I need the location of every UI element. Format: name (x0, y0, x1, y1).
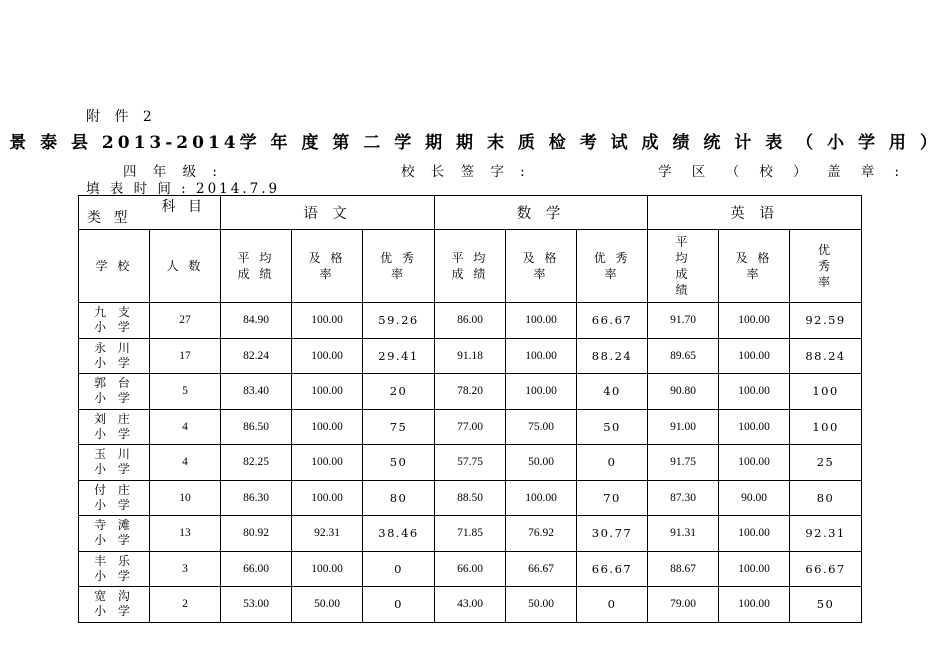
header-line: 及 格 (308, 251, 346, 265)
cell-math-excellent: 66.67 (577, 551, 648, 587)
cell-english-excellent: 25 (790, 445, 862, 481)
cell-chinese-pass: 50.00 (292, 587, 363, 623)
table-row (79, 587, 862, 623)
column-header-math-pass (506, 230, 577, 303)
cell-english-excellent: 92.59 (790, 303, 862, 339)
cell-english-excellent: 92.31 (790, 516, 862, 552)
cell-math-avg: 78.20 (435, 374, 506, 410)
header-line: 率 (391, 267, 407, 281)
cell-english-pass: 100.00 (719, 409, 790, 445)
cell-chinese-excellent: 50 (363, 445, 435, 481)
cell-chinese-avg: 83.40 (221, 374, 292, 410)
cell-chinese-pass: 100.00 (292, 551, 363, 587)
school-name-line: 小 学 (94, 497, 134, 512)
school-name-line: 宽 沟 (94, 589, 134, 604)
cell-chinese-excellent: 80 (363, 480, 435, 516)
corner-subject-label: 科 目 (161, 199, 206, 215)
column-header-english-avg (648, 230, 719, 303)
header-line: 绩 (675, 283, 691, 297)
cell-english-excellent: 80 (790, 480, 862, 516)
header-line: 率 (604, 267, 620, 281)
column-header-chinese-pass (292, 230, 363, 303)
cell-math-avg: 77.00 (435, 409, 506, 445)
header-line: 及 格 (522, 251, 560, 265)
cell-math-avg: 91.18 (435, 338, 506, 374)
header-line: 优 秀 (593, 251, 631, 265)
cell-count: 13 (150, 516, 221, 552)
table-row (79, 480, 862, 516)
header-line: 优 (818, 243, 834, 257)
school-name-line: 小 学 (94, 533, 134, 548)
cell-math-excellent: 0 (577, 445, 648, 481)
school-name-line: 小 学 (94, 462, 134, 477)
cell-english-pass: 90.00 (719, 480, 790, 516)
subject-header-math: 数 学 (435, 196, 648, 230)
principal-sign-label: 校 长 签 字 : (401, 164, 531, 180)
column-header-count: 人 数 (150, 230, 221, 303)
cell-math-pass: 76.92 (506, 516, 577, 552)
cell-chinese-excellent: 29.41 (363, 338, 435, 374)
school-name-line: 小 学 (94, 320, 134, 335)
school-name-line: 付 庄 (94, 482, 134, 497)
corner-header-cell (79, 196, 221, 230)
cell-math-pass: 100.00 (506, 338, 577, 374)
cell-math-pass: 50.00 (506, 587, 577, 623)
cell-english-avg: 90.80 (648, 374, 719, 410)
cell-chinese-excellent: 59.26 (363, 303, 435, 339)
cell-chinese-excellent: 38.46 (363, 516, 435, 552)
cell-count: 3 (150, 551, 221, 587)
school-name-line: 刘 庄 (94, 411, 134, 426)
cell-chinese-avg: 82.24 (221, 338, 292, 374)
subject-header-english: 英 语 (648, 196, 862, 230)
cell-english-pass: 100.00 (719, 551, 790, 587)
cell-school (79, 480, 150, 516)
fill-time-label: 填 表 时 间 : 2014.7.9 (86, 181, 281, 197)
table-row (79, 409, 862, 445)
cell-math-avg: 57.75 (435, 445, 506, 481)
cell-math-pass: 75.00 (506, 409, 577, 445)
table-row (79, 303, 862, 339)
cell-math-pass: 50.00 (506, 445, 577, 481)
table-row (79, 516, 862, 552)
cell-english-avg: 91.70 (648, 303, 719, 339)
cell-math-excellent: 40 (577, 374, 648, 410)
annex-label: 附 件 2 (86, 109, 157, 125)
column-header-math-excellent (577, 230, 648, 303)
cell-chinese-excellent: 0 (363, 587, 435, 623)
cell-count: 5 (150, 374, 221, 410)
cell-math-avg: 66.00 (435, 551, 506, 587)
cell-english-avg: 79.00 (648, 587, 719, 623)
header-line: 优 秀 (380, 251, 417, 265)
subject-header-chinese: 语 文 (221, 196, 435, 230)
table-row (79, 445, 862, 481)
cell-math-pass: 66.67 (506, 551, 577, 587)
cell-english-pass: 100.00 (719, 303, 790, 339)
school-name-line: 玉 川 (94, 447, 134, 462)
school-name-line: 九 支 (94, 305, 134, 320)
school-name-line: 小 学 (94, 426, 134, 441)
header-line: 率 (319, 267, 335, 281)
header-line: 平 (675, 235, 691, 249)
header-line: 平 均 (451, 251, 489, 265)
cell-chinese-avg: 53.00 (221, 587, 292, 623)
cell-english-excellent: 50 (790, 587, 862, 623)
cell-math-avg: 43.00 (435, 587, 506, 623)
document-title: 景 泰 县 2013-2014学 年 度 第 二 学 期 期 末 质 检 考 试 成 绩 统 计 表 （ 小 学 用 ） (9, 133, 941, 153)
school-name-line: 丰 乐 (94, 553, 134, 568)
header-line: 率 (533, 267, 549, 281)
header-line: 秀 (818, 259, 834, 273)
cell-chinese-avg: 84.90 (221, 303, 292, 339)
school-name-line: 寺 滩 (94, 518, 134, 533)
header-line: 率 (746, 267, 762, 281)
column-header-english-pass (719, 230, 790, 303)
cell-chinese-avg: 80.92 (221, 516, 292, 552)
cell-chinese-avg: 86.30 (221, 480, 292, 516)
school-name-line: 小 学 (94, 355, 134, 370)
cell-english-avg: 88.67 (648, 551, 719, 587)
cell-math-avg: 88.50 (435, 480, 506, 516)
table-row (79, 374, 862, 410)
header-line: 成 绩 (237, 267, 275, 281)
column-header-chinese-avg (221, 230, 292, 303)
cell-math-excellent: 88.24 (577, 338, 648, 374)
cell-english-avg: 89.65 (648, 338, 719, 374)
cell-count: 2 (150, 587, 221, 623)
header-line: 成 (675, 267, 691, 281)
cell-english-pass: 100.00 (719, 587, 790, 623)
cell-english-pass: 100.00 (719, 338, 790, 374)
school-name-line: 小 学 (94, 568, 134, 583)
school-name-line: 小 学 (94, 604, 134, 619)
cell-english-excellent: 66.67 (790, 551, 862, 587)
table-row (79, 551, 862, 587)
score-statistics-table (78, 195, 862, 623)
header-line: 成 绩 (451, 267, 489, 281)
cell-school (79, 303, 150, 339)
column-header-school: 学 校 (79, 230, 150, 303)
cell-chinese-excellent: 75 (363, 409, 435, 445)
cell-chinese-avg: 86.50 (221, 409, 292, 445)
district-stamp-label: 学 区 （ 校 ） 盖 章 : (658, 164, 908, 180)
cell-chinese-excellent: 0 (363, 551, 435, 587)
school-name-line: 小 学 (94, 391, 134, 406)
cell-english-excellent: 88.24 (790, 338, 862, 374)
cell-count: 4 (150, 445, 221, 481)
cell-math-pass: 100.00 (506, 480, 577, 516)
cell-count: 10 (150, 480, 221, 516)
cell-english-pass: 100.00 (719, 374, 790, 410)
cell-chinese-pass: 100.00 (292, 409, 363, 445)
cell-english-pass: 100.00 (719, 516, 790, 552)
cell-math-avg: 86.00 (435, 303, 506, 339)
cell-chinese-pass: 100.00 (292, 338, 363, 374)
corner-type-label: 类 型 (87, 210, 132, 226)
cell-chinese-avg: 66.00 (221, 551, 292, 587)
cell-chinese-excellent: 20 (363, 374, 435, 410)
cell-school (79, 409, 150, 445)
header-line: 均 (675, 251, 691, 265)
column-header-chinese-excellent (363, 230, 435, 303)
column-header-english-excellent (790, 230, 862, 303)
cell-math-pass: 100.00 (506, 303, 577, 339)
school-name-line: 郭 台 (94, 376, 134, 391)
cell-math-excellent: 70 (577, 480, 648, 516)
cell-english-avg: 87.30 (648, 480, 719, 516)
cell-math-excellent: 0 (577, 587, 648, 623)
cell-school (79, 587, 150, 623)
cell-count: 4 (150, 409, 221, 445)
grade-label: 四 年 级 : (123, 164, 223, 180)
cell-school (79, 374, 150, 410)
cell-english-pass: 100.00 (719, 445, 790, 481)
cell-math-excellent: 50 (577, 409, 648, 445)
table-row (79, 338, 862, 374)
cell-chinese-pass: 100.00 (292, 303, 363, 339)
cell-chinese-pass: 100.00 (292, 480, 363, 516)
header-line: 率 (818, 275, 834, 289)
header-line: 及 格 (735, 251, 773, 265)
school-name-line: 永 川 (94, 340, 134, 355)
cell-math-excellent: 66.67 (577, 303, 648, 339)
cell-chinese-pass: 100.00 (292, 374, 363, 410)
cell-count: 17 (150, 338, 221, 374)
cell-school (79, 516, 150, 552)
cell-english-avg: 91.75 (648, 445, 719, 481)
cell-math-avg: 71.85 (435, 516, 506, 552)
cell-chinese-pass: 92.31 (292, 516, 363, 552)
cell-english-avg: 91.00 (648, 409, 719, 445)
cell-chinese-avg: 82.25 (221, 445, 292, 481)
cell-school (79, 445, 150, 481)
cell-school (79, 551, 150, 587)
header-line: 平 均 (237, 251, 275, 265)
cell-school (79, 338, 150, 374)
cell-english-excellent: 100 (790, 374, 862, 410)
cell-math-pass: 100.00 (506, 374, 577, 410)
column-header-math-avg (435, 230, 506, 303)
cell-math-excellent: 30.77 (577, 516, 648, 552)
cell-chinese-pass: 100.00 (292, 445, 363, 481)
cell-count: 27 (150, 303, 221, 339)
cell-english-avg: 91.31 (648, 516, 719, 552)
cell-english-excellent: 100 (790, 409, 862, 445)
